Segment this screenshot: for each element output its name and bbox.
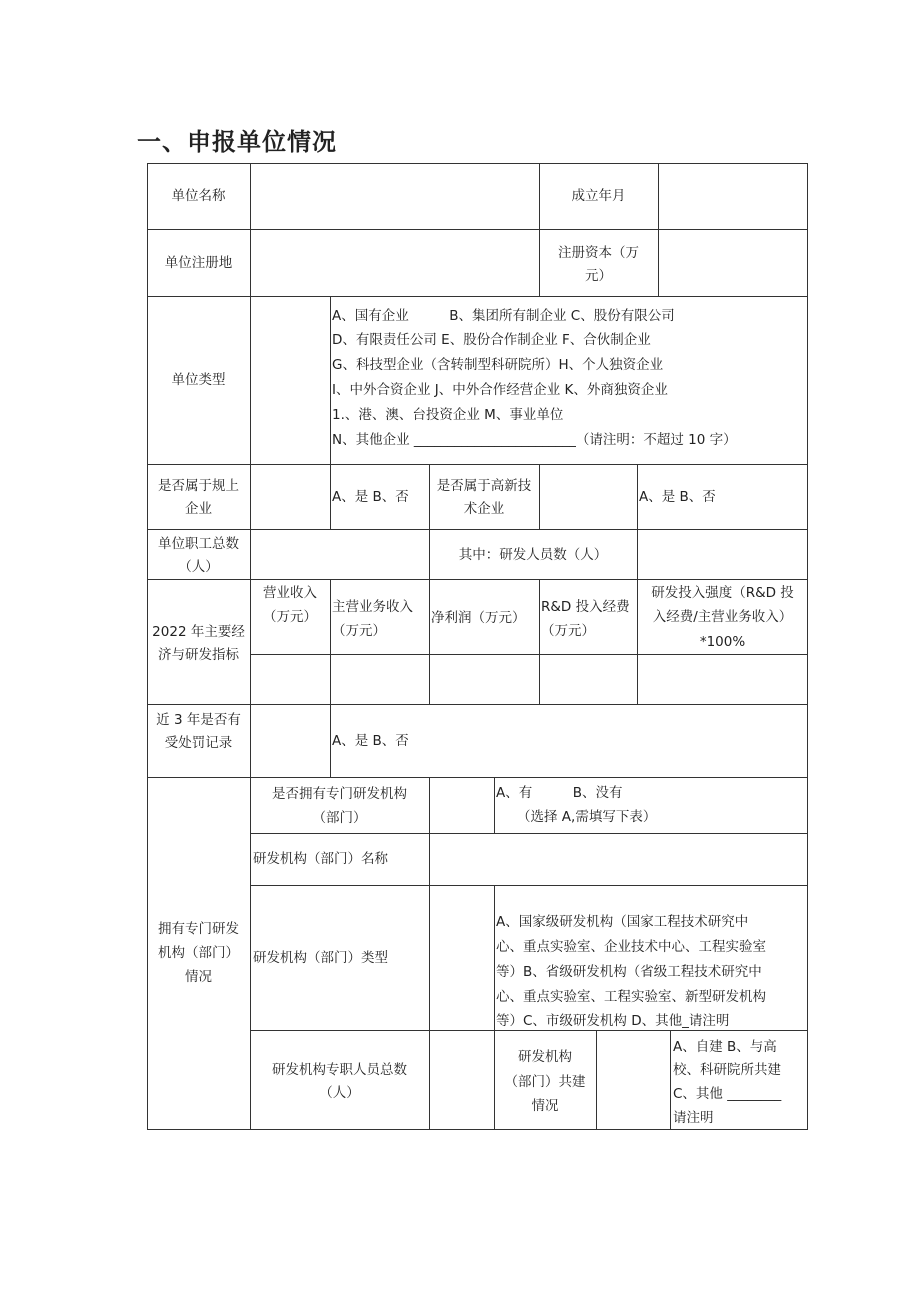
rd-intensity-header: *100% [699, 634, 746, 650]
total-staff-label: 单位职工总数 [158, 536, 239, 552]
has-rd-institution-note: （选择 A,需填写下表） [517, 809, 657, 825]
high-tech-options: A、是 B、否 [639, 489, 716, 505]
registered-capital-label: 注册资本（万 [558, 245, 639, 261]
main-revenue-header: 主营业务收入 [332, 599, 413, 615]
col-divider [330, 704, 331, 777]
rd-institution-type-option: 等）C、市级研发机构 D、其他_请注明 [496, 1013, 730, 1029]
joint-construction-label: 情况 [531, 1098, 559, 1114]
rd-institution-section-label: 拥有专门研发 [158, 921, 239, 937]
unit-type-option: A、国有企业 B、集团所有制企业 C、股份有限公司 [332, 308, 675, 324]
rd-institution-type-option: 心、重点实验室、工程实验室、新型研发机构 [496, 989, 766, 1005]
penalty-label: 受处罚记录 [164, 735, 233, 751]
unit-type-option: D、有限责任公司 E、股份合作制企业 F、合伙制企业 [332, 332, 651, 348]
unit-type-option: N、其他企业 ________________________（请注明：不超过 10 字） [332, 432, 737, 448]
indicators-label: 2022 年主要经 [152, 624, 245, 640]
unit-type-label: 单位类型 [171, 372, 226, 388]
rd-staff-label: 其中：研发人员数（人） [458, 547, 608, 563]
col-divider [539, 464, 540, 529]
joint-construction-label: 研发机构 [518, 1049, 572, 1065]
rd-intensity-header: 入经费/主营业务收入） [652, 609, 793, 625]
col-divider [429, 579, 430, 704]
row-divider [147, 777, 808, 778]
has-rd-institution-label: （部门） [312, 810, 367, 826]
registered-capital-label: 元） [585, 268, 612, 284]
row-divider [147, 579, 808, 580]
has-rd-institution-options: A、有 B、没有 [496, 785, 623, 801]
indicators-label: 济与研发指标 [158, 647, 239, 663]
unit-type-option: I、中外合资企业 J、中外合作经营企业 K、外商独资企业 [332, 382, 668, 398]
unit-type-option: G、科技型企业（含转制型科研院所）H、个人独资企业 [332, 357, 664, 373]
total-staff-label: （人） [178, 559, 219, 575]
above-scale-label: 企业 [185, 501, 212, 517]
unit-type-option: 1.、港、澳、台投资企业 M、事业单位 [332, 407, 564, 423]
net-profit-header: 净利润（万元） [431, 610, 526, 626]
rd-intensity-header: 研发投入强度（R&D 投 [651, 585, 794, 601]
joint-construction-label: （部门）共建 [504, 1074, 586, 1090]
rd-investment-header: R&D 投入经费 [541, 599, 630, 615]
rd-fulltime-staff-label: 研发机构专职人员总数 [272, 1062, 407, 1078]
row-divider [250, 885, 808, 886]
founded-date-label: 成立年月 [571, 188, 626, 204]
rd-institution-type-label: 研发机构（部门）类型 [253, 950, 388, 966]
joint-construction-option: C、其他 ________ [673, 1086, 782, 1102]
col-divider [330, 464, 331, 529]
row-divider [147, 229, 808, 230]
high-tech-label: 术企业 [463, 501, 505, 517]
rd-institution-type-option: A、国家级研发机构（国家工程技术研究中 [496, 914, 749, 930]
rd-institution-type-option: 等）B、省级研发机构（省级工程技术研究中 [496, 964, 762, 980]
has-rd-institution-label: 是否拥有专门研发机构 [272, 786, 407, 802]
col-divider [429, 833, 430, 885]
row-divider [147, 529, 808, 530]
joint-construction-option: A、自建 B、与高 [673, 1039, 777, 1055]
rd-institution-name-label: 研发机构（部门）名称 [253, 851, 388, 867]
rd-institution-section-label: 机构（部门） [158, 945, 239, 961]
rd-investment-header: （万元） [541, 623, 595, 639]
high-tech-label: 是否属于高新技 [436, 478, 532, 494]
col-divider [539, 579, 540, 704]
revenue-header: 营业收入 [263, 585, 317, 601]
row-divider [147, 464, 808, 465]
joint-construction-option: 校、科研院所共建 [673, 1062, 781, 1078]
col-divider [658, 163, 659, 296]
col-divider [330, 579, 331, 704]
col-divider [429, 885, 430, 1130]
col-divider [596, 1030, 597, 1130]
col-divider [494, 777, 495, 833]
main-revenue-header: （万元） [332, 623, 386, 639]
page-title: 一、申报单位情况 [137, 128, 337, 156]
penalty-label: 近 3 年是否有 [156, 712, 241, 728]
row-divider [250, 833, 808, 834]
unit-name-label: 单位名称 [171, 188, 226, 204]
col-divider [330, 296, 331, 464]
above-scale-label: 是否属于规上 [158, 478, 239, 494]
row-divider [250, 654, 808, 655]
rd-institution-type-option: 心、重点实验室、企业技术中心、工程实验室 [496, 939, 766, 955]
revenue-header: （万元） [263, 609, 317, 625]
col-divider [637, 464, 638, 529]
rd-institution-section-label: 情况 [185, 969, 212, 985]
row-divider [147, 296, 808, 297]
joint-construction-option: 请注明 [673, 1110, 714, 1126]
col-divider [250, 163, 251, 1130]
col-divider [429, 777, 430, 833]
col-divider [637, 529, 638, 579]
penalty-options: A、是 B、否 [332, 733, 409, 749]
row-divider [147, 704, 808, 705]
rd-fulltime-staff-label: （人） [319, 1085, 360, 1101]
above-scale-options: A、是 B、否 [332, 489, 409, 505]
registered-place-label: 单位注册地 [164, 255, 233, 271]
col-divider [670, 1030, 671, 1130]
